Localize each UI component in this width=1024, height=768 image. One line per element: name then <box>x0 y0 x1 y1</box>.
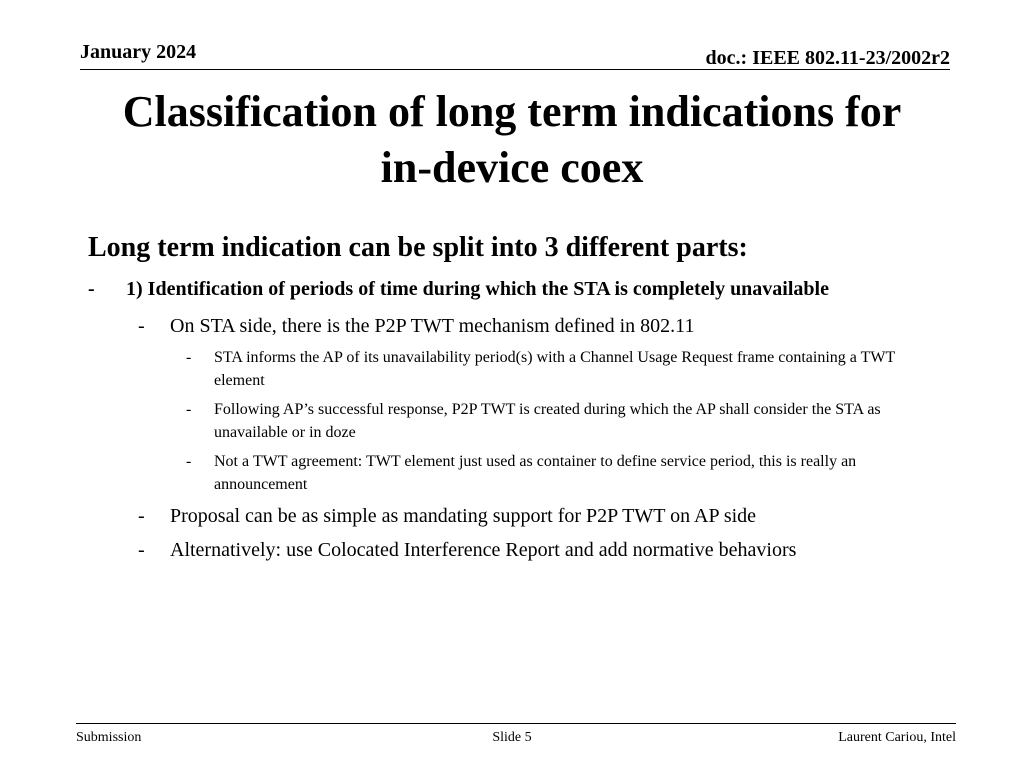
header-doc-id: doc.: IEEE 802.11-23/2002r2 <box>705 47 950 69</box>
bullet-level1-item-0 <box>88 274 948 304</box>
slide-title <box>60 84 964 196</box>
slide-title-line-1: Classification of long term indications for <box>122 87 902 136</box>
bullet-level3-item-2 <box>88 346 948 392</box>
slide-title-line-2: in-device coex <box>380 143 644 192</box>
header-divider <box>80 69 950 70</box>
bullet-level2-item-5 <box>88 502 948 530</box>
slide-body <box>88 228 948 570</box>
bullet-level2-item-6 <box>88 536 948 564</box>
bullet-level3-item-4 <box>88 450 948 496</box>
header-date: January 2024 <box>80 41 197 63</box>
footer-author: Laurent Cariou, Intel <box>838 730 956 745</box>
bullet-text: Not a TWT agreement: TWT element just used as container to define service period, this is really an announcement <box>214 453 857 493</box>
bullet-dash: - <box>88 278 95 300</box>
bullet-dash: - <box>186 453 192 470</box>
bullet-dash: - <box>138 539 145 561</box>
footer-submission: Submission <box>76 730 142 745</box>
bullet-dash: - <box>186 401 192 418</box>
bullet-dash: - <box>186 349 192 366</box>
bullet-text: Following AP’s successful response, P2P TWT is created during which the AP shall consider the STA as unavailable or in doze <box>214 401 881 441</box>
bullet-text: Alternatively: use Colocated Interference Report and add normative behaviors <box>170 539 797 561</box>
lead-statement: Long term indication can be split into 3 different parts: <box>88 232 748 263</box>
footer-divider <box>76 723 956 724</box>
bullet-text: Proposal can be as simple as mandating support for P2P TWT on AP side <box>170 505 757 527</box>
bullet-text: 1) Identification of periods of time during which the STA is completely unavailable <box>126 278 829 300</box>
bullet-level2-item-1 <box>88 312 948 340</box>
bullet-dash: - <box>138 315 145 337</box>
footer-slide-number: Slide 5 <box>492 730 532 745</box>
bullet-text: On STA side, there is the P2P TWT mechanism defined in 802.11 <box>170 315 695 337</box>
bullet-dash: - <box>138 505 145 527</box>
bullet-text: STA informs the AP of its unavailability period(s) with a Channel Usage Request frame containing a TWT element <box>214 349 895 389</box>
bullet-level3-item-3 <box>88 398 948 444</box>
